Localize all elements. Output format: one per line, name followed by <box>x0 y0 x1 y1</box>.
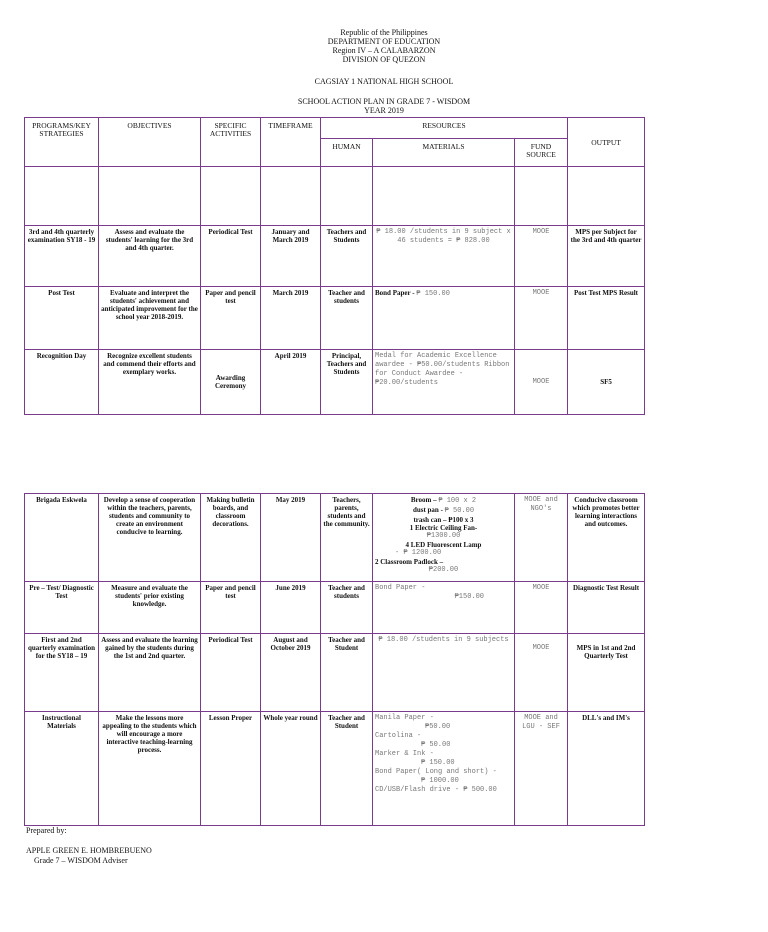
materials-cell <box>373 287 515 350</box>
region-line: Region IV – A CALABARZON <box>332 46 436 55</box>
output-cell: DLL's and IM's <box>568 712 645 826</box>
col-materials: MATERIALS <box>373 139 515 167</box>
adviser-role: Grade 7 – WISDOM Adviser <box>34 856 128 865</box>
table-row <box>25 712 645 826</box>
col-timeframe: TIMEFRAME <box>261 118 321 167</box>
table-row <box>25 582 645 634</box>
activity-cell: Lesson Proper <box>201 712 261 826</box>
material-marker-value: ₱ 150.00 <box>421 759 455 767</box>
fund-cell: MOOE <box>515 350 568 415</box>
program-cell: Post Test <box>25 287 99 350</box>
fund-cell: MOOE <box>515 582 568 634</box>
material-manila-value: ₱50.00 <box>425 723 451 731</box>
material-ceiling-fan: 1 Electric Ceiling Fan- <box>409 524 478 532</box>
material-cd-usb: CD/USB/Flash drive - ₱ 500.00 <box>375 786 497 794</box>
material-trashcan: trash can – ₱100 x 3 <box>413 516 474 524</box>
republic-line: Republic of the Philippines <box>340 28 428 37</box>
output-cell: SF5 <box>568 350 645 415</box>
fund-cell: MOOE <box>515 287 568 350</box>
material-bond-paper-value: ₱ 1000.00 <box>421 777 459 785</box>
plan-title: SCHOOL ACTION PLAN IN GRADE 7 - WISDOM <box>297 97 471 106</box>
col-objectives: OBJECTIVES <box>99 118 201 167</box>
objective-cell: Assess and evaluate the learning gained by the students during the 1st and 2nd quarter. <box>99 634 201 712</box>
objective-cell: Assess and evaluate the students' learning for the 3rd and 4th quarter. <box>99 226 201 287</box>
action-plan-table-1 <box>24 117 645 415</box>
activity-cell: Paper and pencil test <box>201 582 261 634</box>
material-dustpan: dust pan - <box>412 506 445 514</box>
fund-cell: MOOE <box>515 226 568 287</box>
division-line: DIVISION OF QUEZON <box>342 55 426 64</box>
col-output: OUTPUT <box>568 118 645 167</box>
output-cell: MPS per Subject for the 3rd and 4th quarter <box>568 226 645 287</box>
human-cell: Teacher and students <box>321 287 373 350</box>
activity-cell: Awarding Ceremony <box>201 350 261 415</box>
activity-cell: Making bulletin boards, and classroom decorations. <box>201 494 261 582</box>
materials-cell <box>373 494 515 582</box>
action-plan-table-2 <box>24 493 645 826</box>
program-cell: Pre – Test/ Diagnostic Test <box>25 582 99 634</box>
activity-cell: Periodical Test <box>201 226 261 287</box>
materials-value: ₱ 150.00 <box>416 290 450 298</box>
material-cartolina: Cartolina - <box>375 732 422 740</box>
objective-cell: Make the lessons more appealing to the students which will encourage a more interactive teaching-learning process. <box>99 712 201 826</box>
output-cell: Conducive classroom which promotes better learning interactions and outcomes. <box>568 494 645 582</box>
fund-cell: MOOE <box>515 634 568 712</box>
objective-cell: Develop a sense of cooperation within the teachers, parents, students and community to create an environment conducive to learning. <box>99 494 201 582</box>
program-cell: Instructional Materials <box>25 712 99 826</box>
materials-label: Bond Paper - <box>375 584 426 592</box>
material-bond-paper: Bond Paper( Long and short) - <box>375 768 497 776</box>
human-cell: Teacher and students <box>321 582 373 634</box>
objective-cell: Recognize excellent students and commend their efforts and exemplary works. <box>99 350 201 415</box>
timeframe-cell: August and October 2019 <box>261 634 321 712</box>
material-broom-value: ₱ 100 x 2 <box>438 497 477 505</box>
col-activities: SPECIFIC ACTIVITIES <box>201 118 261 167</box>
output-cell: Diagnostic Test Result <box>568 582 645 634</box>
empty-row <box>25 167 645 226</box>
timeframe-cell: May 2019 <box>261 494 321 582</box>
human-cell: Teachers and Students <box>321 226 373 287</box>
program-cell: Recognition Day <box>25 350 99 415</box>
human-cell: Teachers, parents, students and the community. <box>321 494 373 582</box>
human-cell: Teacher and Student <box>321 712 373 826</box>
timeframe-cell: April 2019 <box>261 350 321 415</box>
program-cell: First and 2nd quarterly examination for the SY18 – 19 <box>25 634 99 712</box>
col-human: HUMAN <box>321 139 373 167</box>
table-row <box>25 494 645 582</box>
materials-cell: Medal for Academic Excellence awardee - ₱50.00/students Ribbon for Conduct Awardee - ₱20.00/students <box>373 350 515 415</box>
output-cell: MPS in 1st and 2nd Quarterly Test <box>568 634 645 712</box>
timeframe-cell: January and March 2019 <box>261 226 321 287</box>
timeframe-cell: Whole year round <box>261 712 321 826</box>
materials-cell <box>373 712 515 826</box>
material-cartolina-value: ₱ 50.00 <box>421 741 451 749</box>
material-led-lamp-value: - ₱ 1200.00 <box>395 549 442 557</box>
materials-value: ₱150.00 <box>454 593 484 601</box>
material-manila: Manila Paper - <box>375 714 434 722</box>
objective-cell: Evaluate and interpret the students' achievement and anticipated improvement for the school year 2018-2019. <box>99 287 201 350</box>
material-broom: Broom – <box>410 496 439 504</box>
table-row <box>25 226 645 287</box>
activity-cell: Paper and pencil test <box>201 287 261 350</box>
material-marker: Marker & Ink - <box>375 750 434 758</box>
materials-label: Bond Paper - <box>375 289 417 297</box>
table-row <box>25 634 645 712</box>
timeframe-cell: June 2019 <box>261 582 321 634</box>
materials-cell: ₱ 18.00 /students in 9 subjects <box>373 634 515 712</box>
plan-year: YEAR 2019 <box>364 106 404 115</box>
materials-cell: ₱ 18.00 /students in 9 subject x 46 students = ₱ 828.00 <box>373 226 515 287</box>
col-resources: RESOURCES <box>321 118 568 139</box>
fund-cell: MOOE and NGO's <box>515 494 568 582</box>
fund-cell: MOOE and LGU - SEF <box>515 712 568 826</box>
material-led-lamp: 4 LED Fluorescent Lamp <box>405 541 482 549</box>
col-programs: PROGRAMS/KEY STRATEGIES <box>25 118 99 167</box>
department-line: DEPARTMENT OF EDUCATION <box>327 37 441 46</box>
activity-cell: Periodical Test <box>201 634 261 712</box>
school-name: CAGSIAY 1 NATIONAL HIGH SCHOOL <box>314 77 454 86</box>
human-cell: Teacher and Student <box>321 634 373 712</box>
program-cell: Brigada Eskwela <box>25 494 99 582</box>
material-ceiling-fan-value: ₱1300.00 <box>426 532 461 540</box>
output-cell: Post Test MPS Result <box>568 287 645 350</box>
program-cell: 3rd and 4th quarterly examination SY18 - 19 <box>25 226 99 287</box>
col-fund: FUND SOURCE <box>515 139 568 167</box>
material-padlock: 2 Classroom Padlock – <box>375 558 444 566</box>
material-padlock-value: ₱200.00 <box>428 566 459 574</box>
table-row <box>25 350 645 415</box>
materials-cell <box>373 582 515 634</box>
objective-cell: Measure and evaluate the students' prior existing knowledge. <box>99 582 201 634</box>
timeframe-cell: March 2019 <box>261 287 321 350</box>
adviser-name: APPLE GREEN E. HOMBREBUENO <box>26 846 152 855</box>
human-cell: Principal, Teachers and Students <box>321 350 373 415</box>
document-header <box>0 28 768 64</box>
material-dustpan-value: ₱ 50.00 <box>444 507 475 515</box>
table-row <box>25 287 645 350</box>
prepared-by-label: Prepared by: <box>26 826 67 835</box>
